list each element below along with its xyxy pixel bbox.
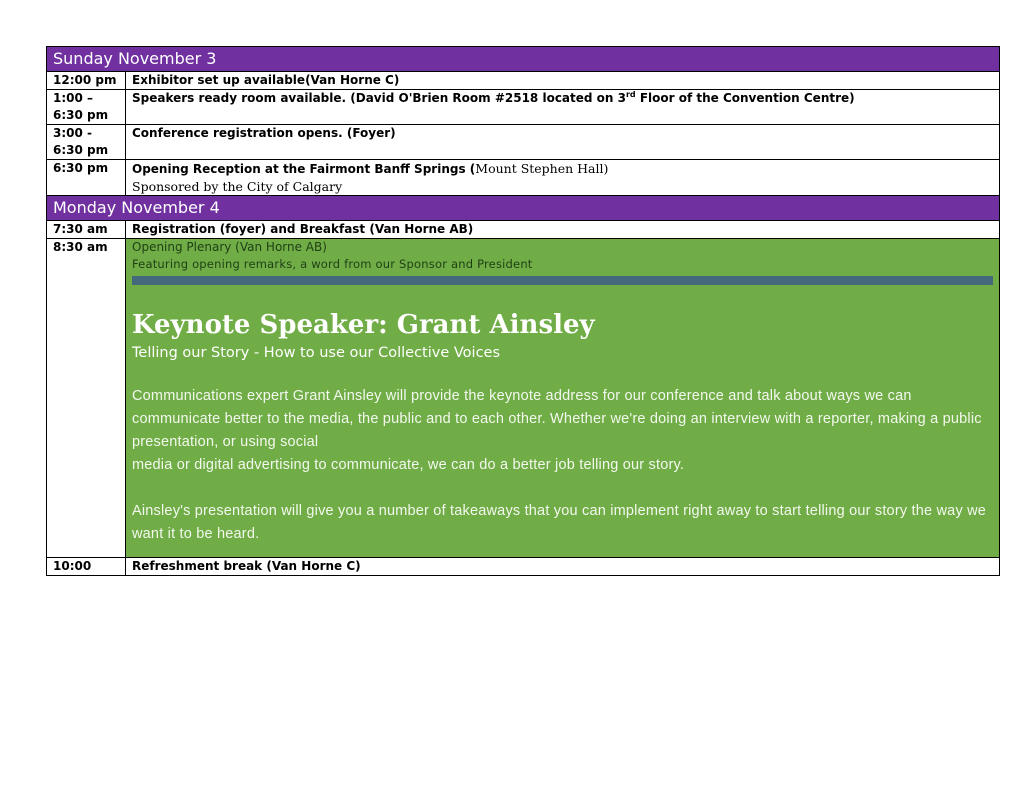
time-cell: 7:30 am	[47, 221, 126, 239]
time-cell	[47, 125, 126, 160]
schedule-row	[47, 558, 1000, 576]
day-header-sunday	[47, 47, 1000, 72]
event-cell	[126, 160, 1000, 196]
paragraph-text: media or digital advertising to communicate, we can do a better job telling our story.	[132, 457, 685, 473]
schedule-row-plenary	[47, 239, 1000, 558]
keynote-subtitle: Telling our Story - How to use our Collective Voices	[132, 345, 501, 361]
plenary-title: Opening Plenary (Van Horne AB)	[132, 240, 327, 254]
day-header-monday	[47, 196, 1000, 221]
paragraph-text: Communications expert Grant Ainsley will provide the keynote address for our conference and talk about ways we can communicate better to the media, the public and to each other. Whether we're doing an interview with a reporter, making a public presentation, or using social	[132, 388, 982, 450]
time-cell	[47, 90, 126, 125]
keynote-title: Keynote Speaker: Grant Ainsley	[132, 310, 595, 340]
time-text: 12:00 pm	[53, 73, 117, 87]
day-title: Monday November 4	[47, 196, 1000, 221]
time-text: 1:00 –	[53, 91, 94, 105]
schedule-row	[47, 72, 1000, 90]
event-text: Opening Reception at the Fairmont Banff Springs (	[132, 162, 476, 176]
event-text: Floor of the Convention Centre)	[635, 91, 855, 105]
plenary-cell	[126, 239, 1000, 558]
event-cell: Refreshment break (Van Horne C)	[126, 558, 1000, 576]
divider-bar	[132, 276, 993, 285]
sponsor-text: Sponsored by the City of Calgary	[132, 179, 343, 194]
event-cell: Conference registration opens. (Foyer)	[126, 125, 1000, 160]
event-cell	[126, 90, 1000, 125]
day-title: Sunday November 3	[47, 47, 1000, 72]
event-text: Speakers ready room available. (David O'Brien Room #2518 located on 3	[132, 91, 626, 105]
superscript: rd	[625, 90, 636, 99]
event-location: Mount Stephen Hall)	[475, 161, 609, 176]
time-cell: 10:00	[47, 558, 126, 576]
keynote-paragraph-1	[132, 385, 993, 477]
keynote-paragraph-2: Ainsley's presentation will give you a number of takeaways that you can implement right away to start telling our story the way we want it to be heard.	[132, 503, 987, 542]
schedule-row	[47, 221, 1000, 239]
time-cell	[47, 72, 126, 90]
schedule-row	[47, 160, 1000, 196]
schedule-row	[47, 125, 1000, 160]
time-text: 6:30 pm	[53, 108, 109, 122]
event-cell: Exhibitor set up available(Van Horne C)	[126, 72, 1000, 90]
time-text: 6:30 pm	[53, 143, 109, 157]
time-text: 3:00 -	[53, 126, 93, 140]
schedule-row	[47, 90, 1000, 125]
schedule-table	[46, 46, 1000, 576]
time-cell	[47, 160, 126, 196]
time-text: 6:30 pm	[53, 161, 109, 175]
time-cell: 8:30 am	[47, 239, 126, 558]
event-cell: Registration (foyer) and Breakfast (Van Horne AB)	[126, 221, 1000, 239]
plenary-feature: Featuring opening remarks, a word from our Sponsor and President	[132, 257, 533, 271]
